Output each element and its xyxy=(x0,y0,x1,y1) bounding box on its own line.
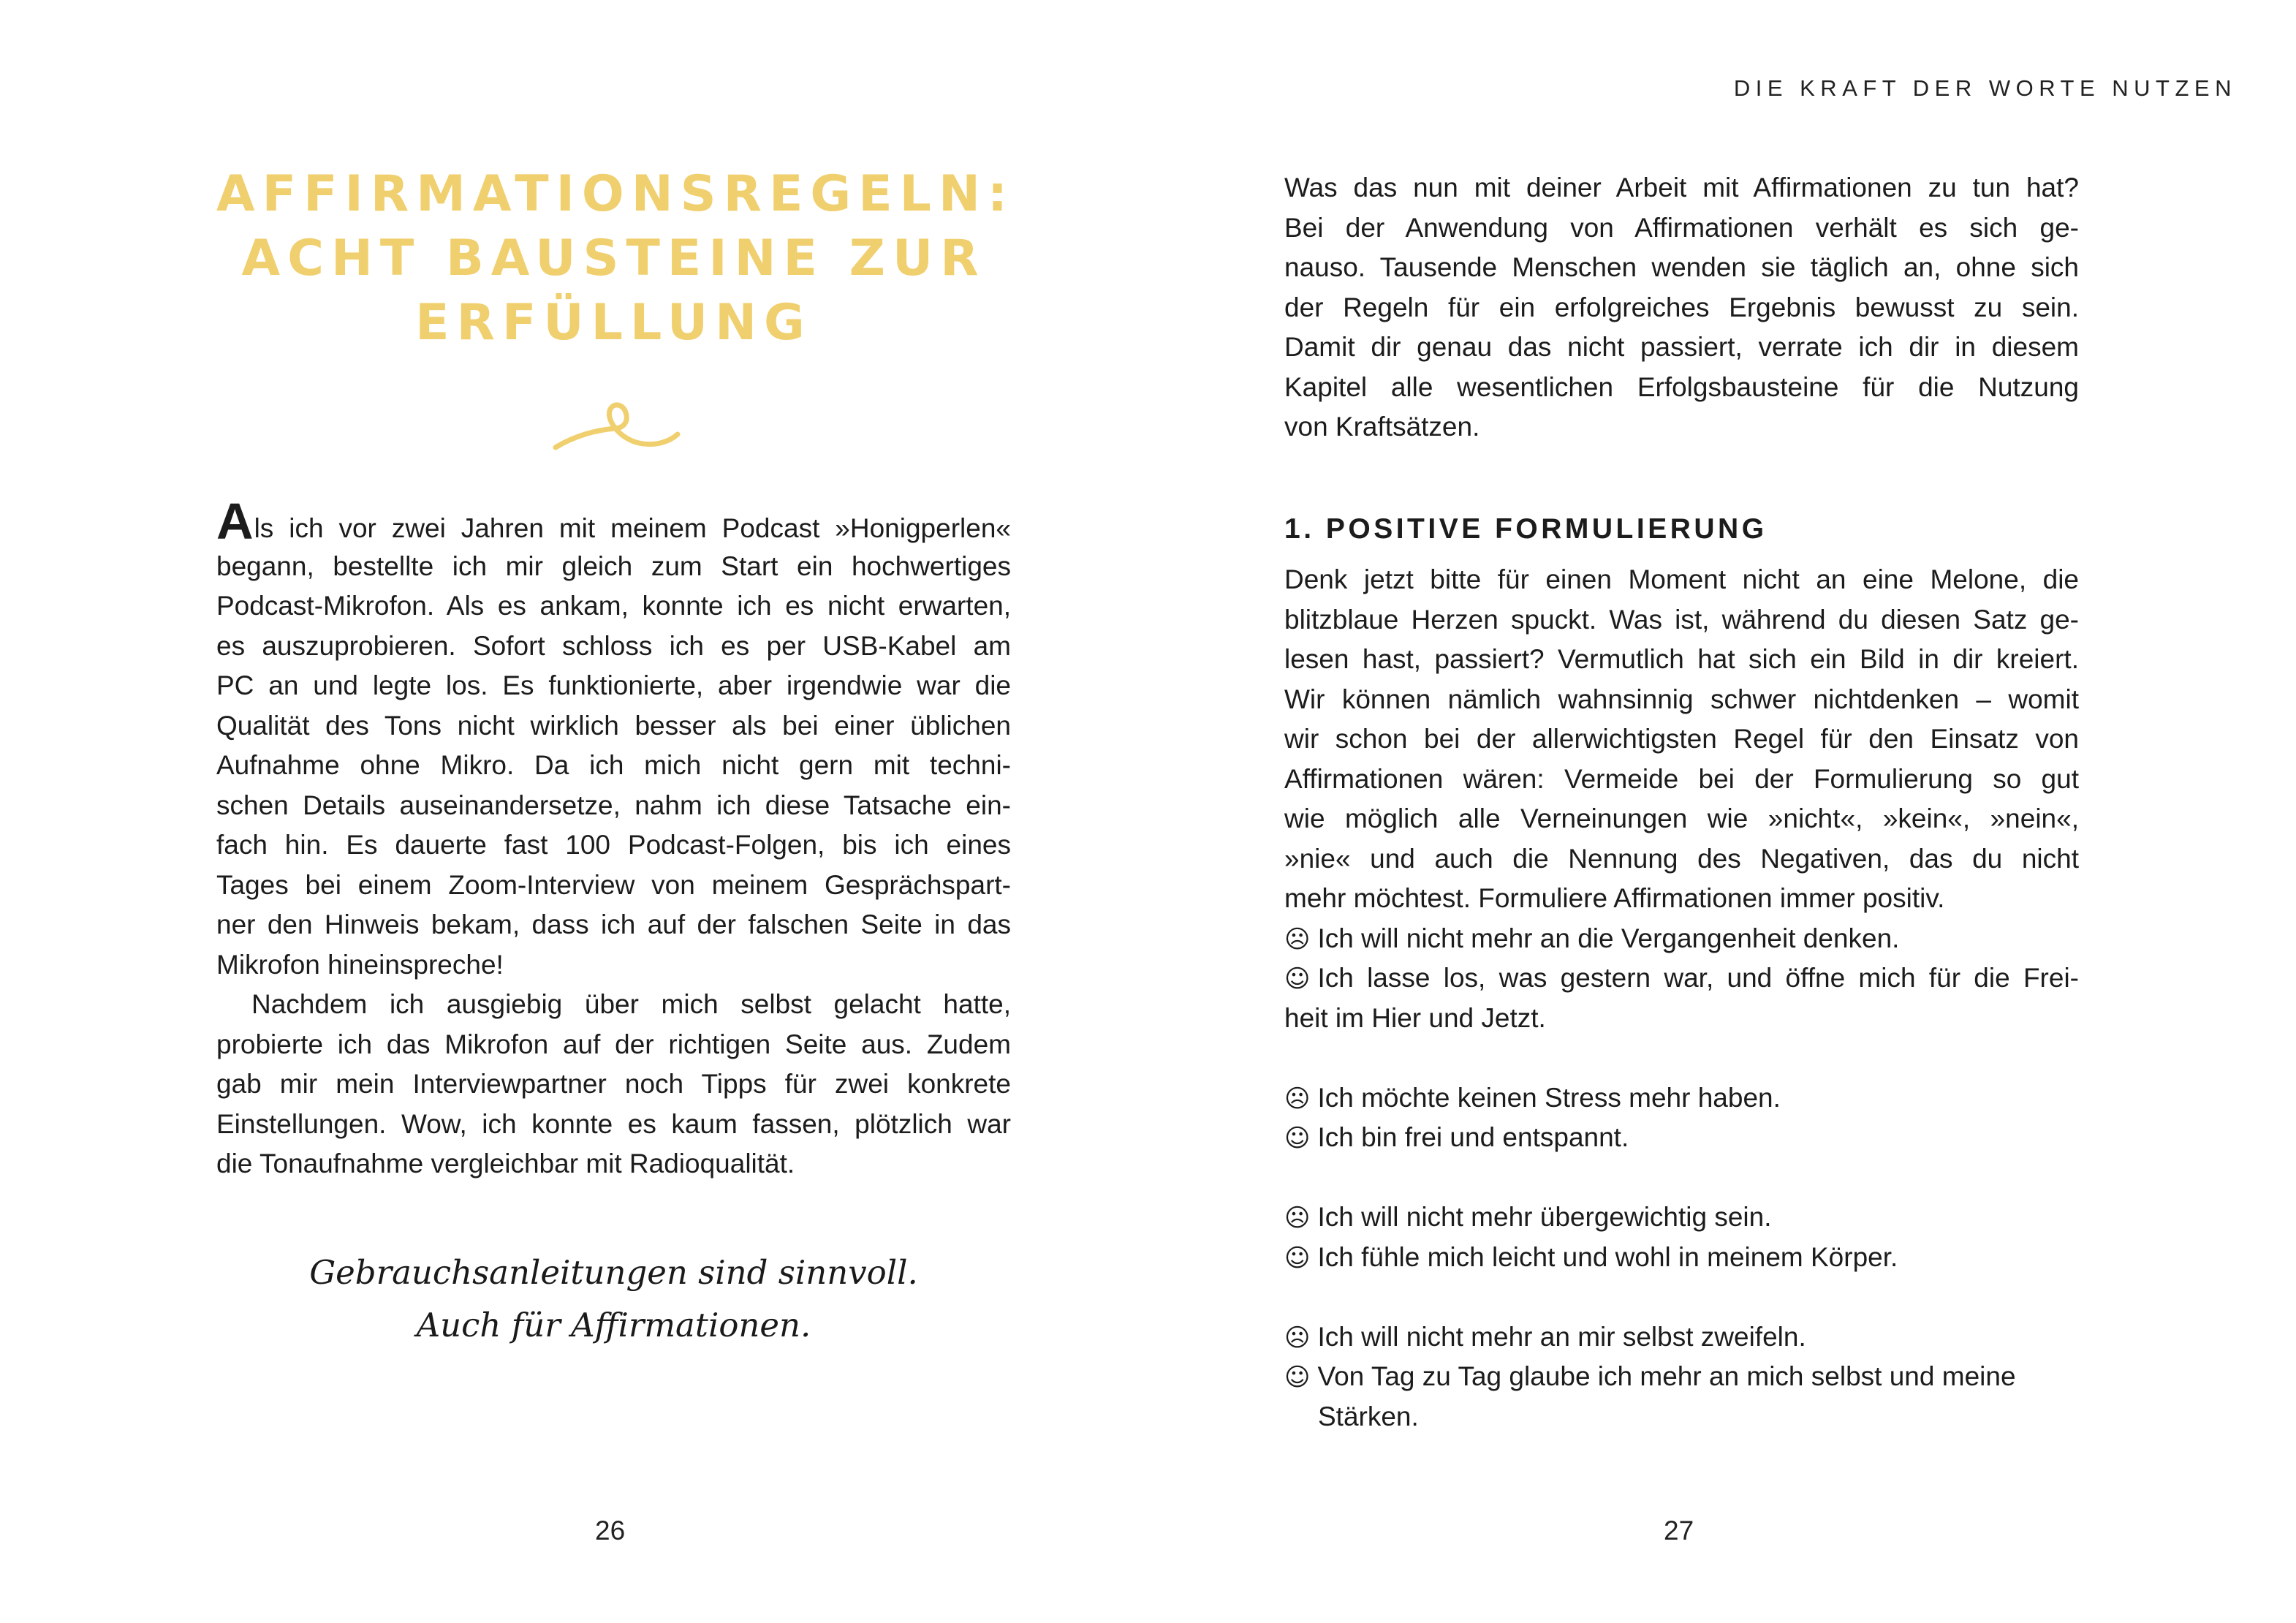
paragraph xyxy=(216,493,1011,985)
negative-example xyxy=(1284,1317,2079,1358)
text-line: der Regeln für ein erfolgreiches Ergebnis bewusst zu sein. xyxy=(1284,292,2079,322)
text-line: PC an und legte los. Es funktionierte, aber irgendwie war die xyxy=(216,670,1011,700)
example-text: Ich bin frei und entspannt. xyxy=(1317,1122,1629,1152)
chapter-title-line: AFFIRMATIONSREGELN: xyxy=(216,165,1015,223)
text-line: blitzblaue Herzen spuckt. Was ist, während du diesen Satz ge- xyxy=(1284,604,2079,635)
text-line: Qualität des Tons nicht wirklich besser als bei einer üblichen xyxy=(216,710,1011,741)
example-text: Ich möchte keinen Stress mehr haben. xyxy=(1317,1082,1781,1113)
pull-quote xyxy=(216,1246,1011,1352)
page-number-right: 27 xyxy=(1664,1516,1694,1546)
text-line: begann, bestellte ich mir gleich zum Start ein hochwertiges xyxy=(216,551,1011,581)
spacer xyxy=(1284,1277,2079,1317)
positive-example xyxy=(1284,1118,2079,1158)
text-line: die Tonaufnahme vergleichbar mit Radioqualität. xyxy=(216,1149,795,1179)
text-line xyxy=(216,493,1011,550)
text-line: Aufnahme ohne Mikro. Da ich mich nicht gern mit techni- xyxy=(216,750,1011,780)
text-line: ner den Hinweis bekam, dass ich auf der falschen Seite in das xyxy=(216,909,1011,939)
section-body xyxy=(1284,560,2079,1437)
sad-face-icon: ☹ xyxy=(1284,1203,1311,1233)
drop-cap: A xyxy=(216,493,254,550)
text-line: wir schon bei der allerwichtigsten Regel für den Einsatz von xyxy=(1284,724,2079,754)
positive-example xyxy=(1284,958,2079,999)
example-text: Ich will nicht mehr an die Vergangenheit denken. xyxy=(1317,923,1900,953)
text-line: Podcast-Mikrofon. Als es ankam, konnte ich es nicht erwarten, xyxy=(216,591,1011,621)
text-line: Wir können nämlich wahnsinnig schwer nichtdenken – womit xyxy=(1284,684,2079,714)
page-number-left: 26 xyxy=(595,1516,626,1546)
text-line: mehr möchtest. Formuliere Affirmationen immer positiv. xyxy=(1284,883,1945,913)
decorative-swirl-icon xyxy=(553,387,681,461)
example-text: Ich lasse los, was gestern war, und öffne mich für die Frei- xyxy=(1317,963,2079,993)
left-body-text xyxy=(216,493,1011,1184)
quote-line: Auch für Affirmationen. xyxy=(416,1306,811,1344)
intro-text xyxy=(1284,168,2079,447)
smiley-face-icon: ☺ xyxy=(1284,1363,1311,1392)
smiley-face-icon: ☺ xyxy=(1284,1243,1311,1273)
text-line: schen Details auseinandersetze, nahm ich diese Tatsache ein- xyxy=(216,790,1011,820)
example-text: Ich will nicht mehr übergewichtig sein. xyxy=(1317,1202,1772,1232)
positive-example xyxy=(1284,1357,2079,1397)
quote-line: Gebrauchsanleitungen sind sinnvoll. xyxy=(309,1253,918,1292)
example-text: Ich will nicht mehr an mir selbst zweifeln. xyxy=(1317,1321,1806,1352)
spacer xyxy=(1284,1158,2079,1198)
text-line-content: ls ich vor zwei Jahren mit meinem Podcast »Honigperlen« xyxy=(254,513,1011,543)
text-line: Einstellungen. Wow, ich konnte es kaum fassen, plötzlich war xyxy=(216,1108,1011,1139)
sad-face-icon: ☹ xyxy=(1284,924,1311,954)
text-line: Tages bei einem Zoom-Interview von meinem Gesprächspart- xyxy=(216,869,1011,900)
text-line: von Kraftsätzen. xyxy=(1284,412,1480,442)
text-line: es auszuprobieren. Sofort schloss ich es per USB-Kabel am xyxy=(216,630,1011,661)
text-line: Was das nun mit deiner Arbeit mit Affirmationen zu tun hat? xyxy=(1284,173,2079,203)
spacer xyxy=(1284,1038,2079,1078)
negative-example xyxy=(1284,1078,2079,1119)
running-head: DIE KRAFT DER WORTE NUTZEN xyxy=(1733,75,2237,101)
positive-example xyxy=(1284,1238,2079,1278)
chapter-title-line: ACHT BAUSTEINE ZUR xyxy=(241,230,986,287)
text-line: wie möglich alle Verneinungen wie »nicht«, »kein«, »nein«, xyxy=(1284,803,2079,833)
section-heading: 1. POSITIVE FORMULIERUNG xyxy=(1284,513,1768,545)
sad-face-icon: ☹ xyxy=(1284,1083,1311,1113)
chapter-title-line: ERFÜLLUNG xyxy=(415,294,812,352)
text-line: Bei der Anwendung von Affirmationen verhält es sich ge- xyxy=(1284,212,2079,243)
smiley-face-icon: ☺ xyxy=(1284,1124,1311,1153)
example-continuation: heit im Hier und Jetzt. xyxy=(1284,1002,1546,1033)
text-line: Affirmationen wären: Vermeide bei der Formulierung so gut xyxy=(1284,763,2079,794)
example-text: Ich fühle mich leicht und wohl in meinem Körper. xyxy=(1317,1241,1898,1272)
text-line: Kapitel alle wesentlichen Erfolgsbausteine für die Nutzung xyxy=(1284,371,2079,402)
sad-face-icon: ☹ xyxy=(1284,1323,1311,1352)
negative-example xyxy=(1284,1198,2079,1238)
example-continuation: Stärken. xyxy=(1318,1401,1419,1431)
text-line: gab mir mein Interviewpartner noch Tipps für zwei konkrete xyxy=(216,1069,1011,1099)
text-line: Damit dir genau das nicht passiert, verrate ich dir in diesem xyxy=(1284,332,2079,362)
negative-example xyxy=(1284,919,2079,959)
text-line: Nachdem ich ausgiebig über mich selbst gelacht hatte, xyxy=(251,989,1011,1019)
example-text: Von Tag zu Tag glaube ich mehr an mich selbst und meine xyxy=(1317,1361,2016,1391)
text-line: fach hin. Es dauerte fast 100 Podcast-Folgen, bis ich eines xyxy=(216,830,1011,860)
text-line: probierte ich das Mikrofon auf der richtigen Seite aus. Zudem xyxy=(216,1029,1011,1059)
text-line: Mikrofon hineinspreche! xyxy=(216,949,504,980)
text-line: Denk jetzt bitte für einen Moment nicht an eine Melone, die xyxy=(1284,564,2079,594)
text-line: lesen hast, passiert? Vermutlich hat sich ein Bild in dir kreiert. xyxy=(1284,644,2079,674)
paragraph xyxy=(216,985,1011,1184)
text-line: »nie« und auch die Nennung des Negativen, das du nicht xyxy=(1284,843,2079,874)
smiley-face-icon: ☺ xyxy=(1284,964,1311,994)
text-line: nauso. Tausende Menschen wenden sie täglich an, ohne sich xyxy=(1284,252,2079,282)
chapter-title xyxy=(216,162,1015,355)
